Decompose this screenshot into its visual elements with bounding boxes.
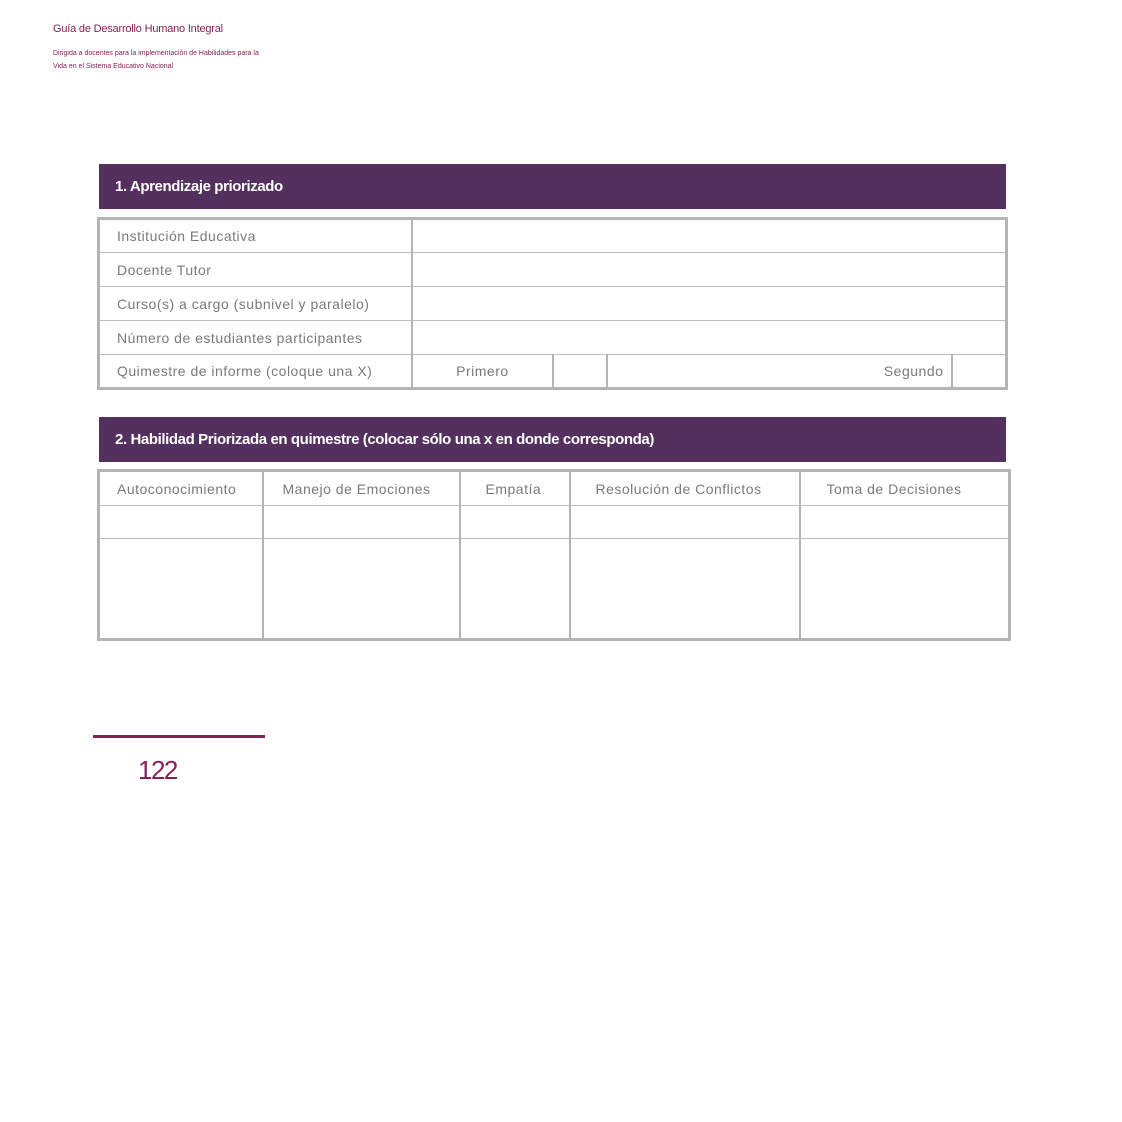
mark-cell[interactable] xyxy=(460,506,570,539)
mark-cell[interactable] xyxy=(263,506,460,539)
page-number-rule xyxy=(93,735,265,738)
subtitle-line-2: Vida en el Sistema Educativo Nacional xyxy=(53,63,174,70)
detail-cell[interactable] xyxy=(800,539,1010,640)
prioritized-learning-table xyxy=(97,217,1008,390)
page-number: 122 xyxy=(138,755,177,785)
option-primero-label: Primero xyxy=(412,355,553,389)
mark-row xyxy=(99,506,1010,539)
tutor-field[interactable] xyxy=(412,253,1007,287)
table-row xyxy=(99,219,1007,253)
option-segundo-mark[interactable] xyxy=(952,355,1006,389)
table-header-row xyxy=(99,471,1010,506)
detail-cell[interactable] xyxy=(570,539,800,640)
column-header-autoconocimiento: Autoconocimiento xyxy=(99,471,263,506)
column-header-empatia: Empatía xyxy=(460,471,570,506)
institution-field[interactable] xyxy=(412,219,1007,253)
detail-row xyxy=(99,539,1010,640)
detail-cell[interactable] xyxy=(99,539,263,640)
quimestre-label: Quimestre de informe (coloque una X) xyxy=(99,355,412,389)
institution-label: Institución Educativa xyxy=(99,219,412,253)
option-segundo-label: Segundo xyxy=(607,355,952,389)
detail-cell[interactable] xyxy=(263,539,460,640)
courses-field[interactable] xyxy=(412,287,1007,321)
document-subtitle xyxy=(53,47,313,73)
mark-cell[interactable] xyxy=(99,506,263,539)
mark-cell[interactable] xyxy=(800,506,1010,539)
document-title: Guía de Desarrollo Humano Integral xyxy=(53,23,223,35)
students-count-field[interactable] xyxy=(412,321,1007,355)
column-header-toma-decisiones: Toma de Decisiones xyxy=(800,471,1010,506)
table-row xyxy=(99,253,1007,287)
prioritized-skill-table xyxy=(97,469,1011,641)
detail-cell[interactable] xyxy=(460,539,570,640)
students-count-label: Número de estudiantes participantes xyxy=(99,321,412,355)
column-header-resolucion-conflictos: Resolución de Conflictos xyxy=(570,471,800,506)
tutor-label: Docente Tutor xyxy=(99,253,412,287)
mark-cell[interactable] xyxy=(570,506,800,539)
subtitle-line-1: Dirigida a docentes para la implementación de Habilidades para la xyxy=(53,50,259,57)
courses-label: Curso(s) a cargo (subnivel y paralelo) xyxy=(99,287,412,321)
option-primero-mark[interactable] xyxy=(553,355,607,389)
table-row xyxy=(99,355,1007,389)
table-row xyxy=(99,321,1007,355)
column-header-manejo-emociones: Manejo de Emociones xyxy=(263,471,460,506)
section2-header: 2. Habilidad Priorizada en quimestre (colocar sólo una x en donde corresponda) xyxy=(99,417,1006,462)
table-row xyxy=(99,287,1007,321)
section1-header: 1. Aprendizaje priorizado xyxy=(99,164,1006,209)
